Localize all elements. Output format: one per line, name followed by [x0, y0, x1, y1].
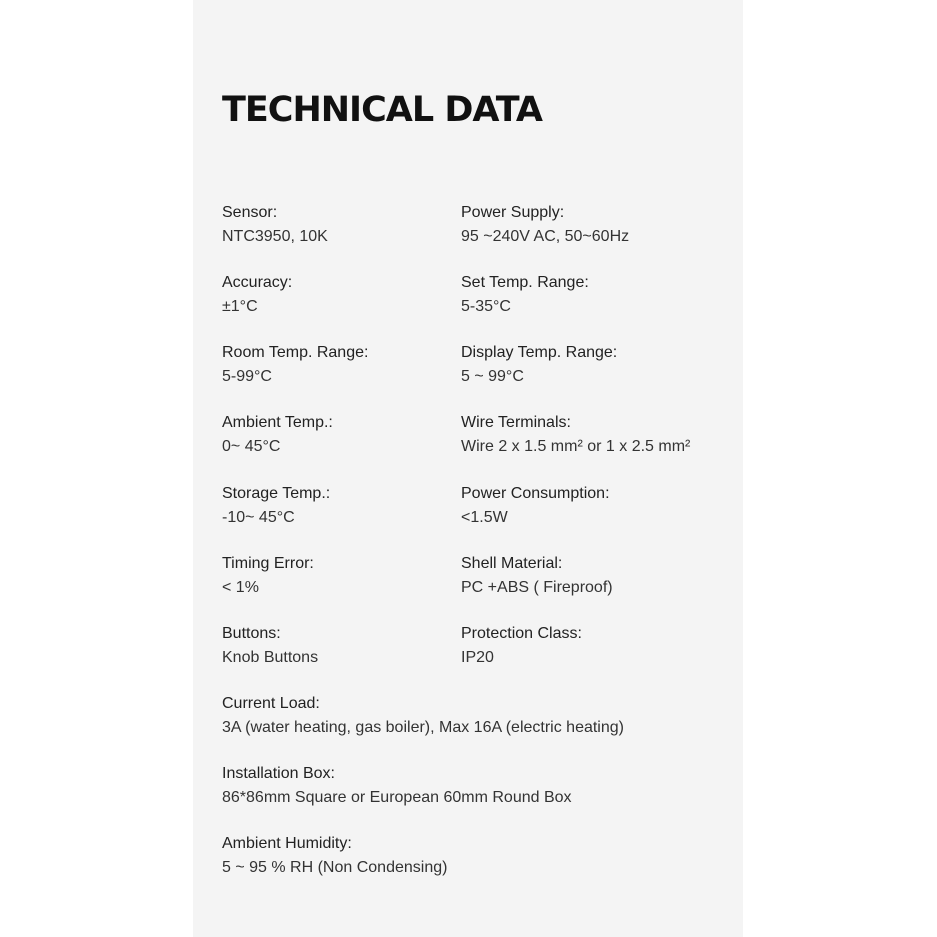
spec-value: 0~ 45°C [222, 438, 281, 455]
spec-label: Storage Temp.: [222, 485, 331, 502]
spec-value: 5-99°C [222, 368, 272, 385]
spec-label: Ambient Humidity: [222, 835, 352, 852]
spec-ambient-humidity [222, 832, 447, 880]
spec-label: Set Temp. Range: [461, 274, 589, 291]
spec-sensor [222, 201, 328, 249]
spec-current-load [222, 692, 624, 740]
spec-label: Power Consumption: [461, 485, 610, 502]
spec-label: Timing Error: [222, 555, 314, 572]
spec-timing-error [222, 552, 314, 600]
spec-value: -10~ 45°C [222, 509, 295, 526]
spec-label: Buttons: [222, 625, 281, 642]
spec-label: Accuracy: [222, 274, 293, 291]
spec-power-consumption [461, 482, 610, 530]
spec-room-temp-range [222, 341, 368, 389]
spec-label: Display Temp. Range: [461, 344, 618, 361]
spec-label: Current Load: [222, 695, 320, 712]
spec-label: Wire Terminals: [461, 414, 571, 431]
spec-wire-terminals [461, 411, 690, 459]
spec-value: PC +ABS ( Fireproof) [461, 579, 613, 596]
spec-value: 5 ~ 95 % RH (Non Condensing) [222, 859, 448, 876]
spec-value: Wire 2 x 1.5 mm² or 1 x 2.5 mm² [461, 438, 691, 455]
spec-label: Installation Box: [222, 765, 335, 782]
spec-ambient-temp [222, 411, 333, 459]
spec-installation-box [222, 762, 572, 810]
spec-value: 95 ~240V AC, 50~60Hz [461, 228, 630, 245]
spec-value: Knob Buttons [222, 649, 319, 666]
spec-set-temp-range [461, 271, 589, 319]
spec-value: ±1°C [222, 298, 258, 315]
spec-display-temp-range [461, 341, 617, 389]
spec-value: IP20 [461, 649, 494, 666]
spec-value: <1.5W [461, 509, 508, 526]
spec-label: Ambient Temp.: [222, 414, 333, 431]
spec-shell-material [461, 552, 613, 600]
spec-label: Sensor: [222, 204, 278, 221]
spec-buttons [222, 622, 318, 670]
spec-storage-temp [222, 482, 330, 530]
spec-label: Power Supply: [461, 204, 565, 221]
spec-power-supply [461, 201, 629, 249]
spec-value: 86*86mm Square or European 60mm Round Box [222, 789, 572, 806]
spec-value: 5 ~ 99°C [461, 368, 524, 385]
spec-label: Room Temp. Range: [222, 344, 369, 361]
spec-protection-class [461, 622, 582, 670]
spec-value: < 1% [222, 579, 259, 596]
spec-value: 3A (water heating, gas boiler), Max 16A (electric heating) [222, 719, 624, 736]
spec-value: 5-35°C [461, 298, 511, 315]
page-title: TECHNICAL DATA [222, 90, 543, 130]
spec-label: Shell Material: [461, 555, 563, 572]
spec-value: NTC3950, 10K [222, 228, 328, 245]
spec-accuracy [222, 271, 292, 319]
spec-label: Protection Class: [461, 625, 582, 642]
